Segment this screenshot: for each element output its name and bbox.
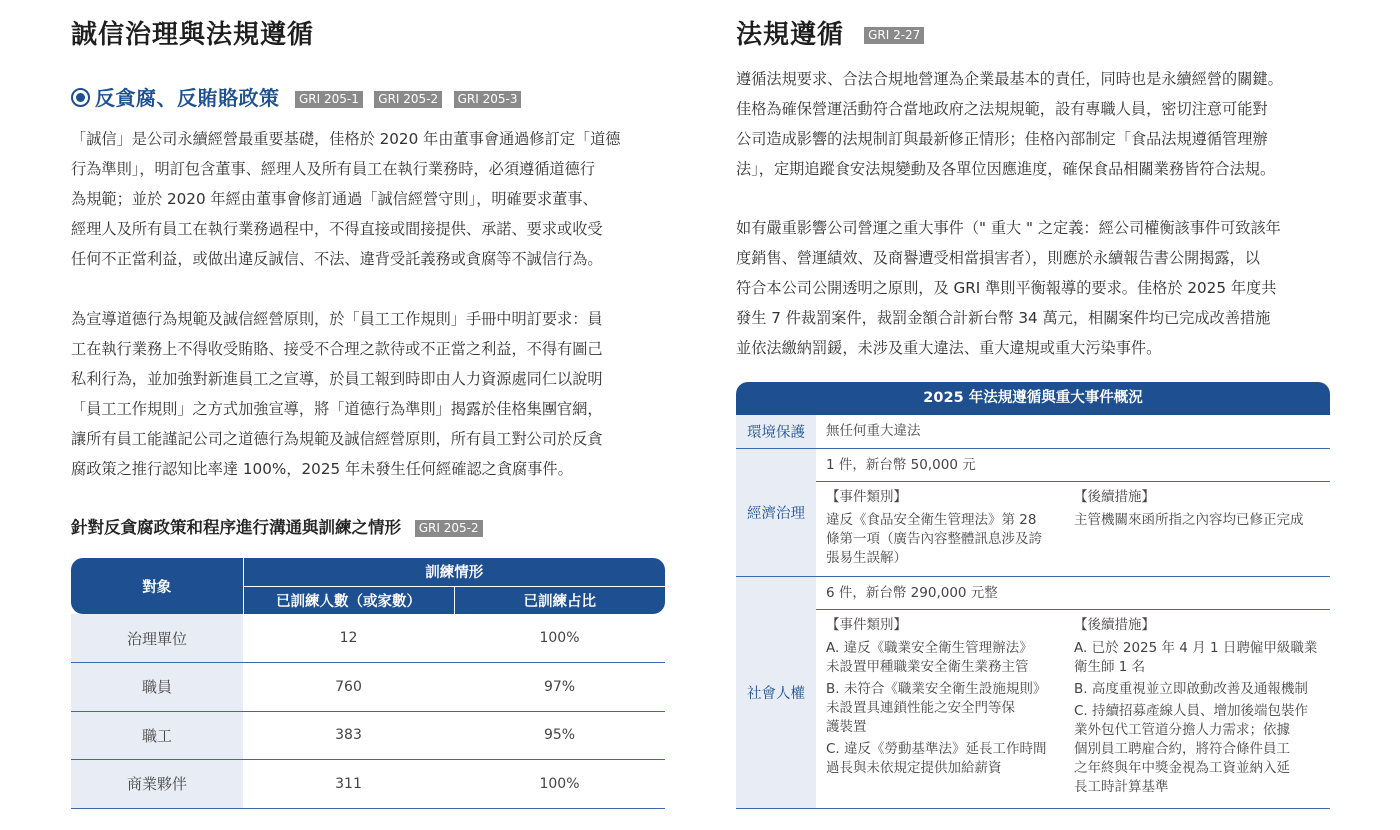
social-summary: 6 件，新台幣 290,000 元整 — [816, 577, 1330, 610]
text-line: 未設置甲種職業安全衛生業務主管 — [826, 659, 1029, 675]
gri-badge: GRI 2-27 — [864, 27, 924, 44]
table-row — [71, 663, 665, 712]
col-header-ratio: 已訓練占比 — [454, 586, 665, 614]
econ-row — [736, 449, 1330, 577]
row-object: 商業夥伴 — [71, 760, 243, 809]
text-line: 如有嚴重影響公司營運之重大事件（" 重大 " 之定義：經公司權衡該事件可致該年 — [736, 219, 1281, 237]
econ-type-label: 【事件類別】 — [826, 489, 907, 505]
text-line: 任何不正當利益，或做出違反誠信、不法、違背受託義務或貪腐等不誠信行為。 — [71, 250, 603, 268]
text-line: 長工時計算基準 — [1074, 779, 1169, 795]
text-line: 個別員工聘雇合約，將符合條件員工 — [1074, 741, 1290, 757]
econ-body — [816, 449, 1330, 576]
text-line: 行為準則」，明訂包含董事、經理人及所有員工在執行業務時，必須遵循道德行 — [71, 160, 595, 178]
text-line: 為宣導道德行為規範及誠信經營原則，於「員工工作規則」手冊中明訂要求：員 — [71, 310, 603, 328]
text-line: 並依法繳納罰鍰，未涉及重大違法、重大違規或重大污染事件。 — [736, 339, 1162, 357]
text-line: 遵循法規要求、合法合規地營運為企業最基本的責任，同時也是永續經營的關鍵。 — [736, 70, 1283, 88]
row-count: 311 — [243, 760, 454, 809]
text-line: 腐政策之推行認知比率達 100%，2025 年未發生任何經確認之貪腐事件。 — [71, 460, 573, 478]
col-header-training-group: 訓練情形 — [243, 558, 665, 586]
table-row — [71, 711, 665, 760]
social-type-label: 【事件類別】 — [826, 617, 907, 633]
text-line: 未設置具連鎖性能之安全門等保 — [826, 700, 1015, 716]
row-count: 383 — [243, 711, 454, 760]
row-ratio: 100% — [454, 614, 665, 663]
row-ratio: 100% — [454, 760, 665, 809]
circle-bullet-icon — [71, 88, 90, 107]
row-object: 職員 — [71, 663, 243, 712]
gri-badge: GRI 205-2 — [415, 520, 483, 537]
text-line: C. 違反《勞動基準法》延長工作時間 — [826, 741, 1047, 757]
row-ratio: 97% — [454, 663, 665, 712]
text-line: 業外包代工管道分擔人力需求；依據 — [1074, 722, 1290, 738]
table-row — [71, 614, 665, 663]
text-line: A. 違反《職業安全衛生管理辦法》 — [826, 640, 1033, 656]
text-line: 為規範；並於 2020 年經由董事會修訂通過「誠信經營守則」，明確要求董事、 — [71, 190, 598, 208]
text-line: B. 高度重視並立即啟動改善及通報機制 — [1074, 681, 1308, 697]
text-line: 佳格為確保營運活動符合當地政府之法規規範，設有專職人員，密切注意可能對 — [736, 100, 1268, 118]
row-count: 760 — [243, 663, 454, 712]
table-row — [71, 760, 665, 809]
training-table — [71, 558, 665, 809]
col-header-count: 已訓練人數（或家數） — [243, 586, 454, 614]
text-line: 護裝置 — [826, 719, 867, 735]
gri-badge: GRI 205-3 — [454, 91, 522, 108]
econ-type-line: 張易生誤解） — [826, 550, 907, 566]
text-line: 過長與未依規定提供加給薪資 — [826, 760, 1002, 776]
econ-type-line: 條第一項（廣告內容整體訊息涉及誇 — [826, 531, 1042, 547]
social-detail — [816, 610, 1330, 800]
gri-badge: GRI 205-2 — [374, 91, 442, 108]
social-type-col — [826, 616, 1074, 800]
social-type-item-a — [826, 639, 1074, 677]
social-type-item-b — [826, 680, 1074, 737]
compliance-paragraph — [736, 64, 1330, 184]
text-line: 符合本公司公開透明之原則，及 GRI 準則平衡報導的要求。佳格於 2025 年度共 — [736, 279, 1277, 297]
integrity-paragraph — [71, 124, 665, 274]
social-action-item-c — [1074, 702, 1320, 797]
text-line: 「員工工作規則」之方式加強宣導，將「道德行為準則」揭露於佳格集團官網， — [71, 400, 603, 418]
text-line: 之年終與年中獎金視為工資並納入延 — [1074, 760, 1290, 776]
text-line: 法」，定期追蹤食安法規變動及各單位因應進度，確保食品相關業務皆符合法規。 — [736, 160, 1276, 178]
compliance-summary-table — [736, 382, 1330, 809]
text-line: B. 未符合《職業安全衛生設施規則》 — [826, 681, 1047, 697]
social-type-item-c — [826, 740, 1074, 778]
social-row — [736, 577, 1330, 809]
text-line: 發生 7 件裁罰案件，裁罰金額合計新台幣 34 萬元，相關案件均已完成改善措施 — [736, 309, 1271, 327]
text-line: 度銷售、營運績效、及商譽遭受相當損害者），則應於永續報告書公開揭露，以 — [736, 249, 1260, 267]
econ-type-col — [826, 488, 1074, 568]
text-line: 公司造成影響的法規制訂與最新修正情形；佳格內部制定「食品法規遵循管理辦 — [736, 130, 1268, 148]
promotion-paragraph — [71, 304, 665, 484]
page-heading-right-text: 法規遵循 — [736, 20, 845, 50]
text-line: 衛生師 1 名 — [1074, 659, 1146, 675]
section-title-text: 反貪腐、反賄賂政策 — [95, 86, 280, 110]
env-category: 環境保護 — [736, 415, 816, 448]
row-ratio: 95% — [454, 711, 665, 760]
env-text: 無任何重大違法 — [826, 423, 921, 439]
compliance-table-title: 2025 年法規遵循與重大事件概況 — [736, 382, 1330, 415]
training-table-title — [71, 514, 483, 538]
major-events-paragraph — [736, 213, 1330, 363]
env-row — [736, 415, 1330, 449]
text-line: C. 持續招募產線人員、增加後端包裝作 — [1074, 703, 1309, 719]
page-heading-right — [736, 14, 924, 51]
text-line: 「誠信」是公司永續經營最重要基礎，佳格於 2020 年由董事會通過修訂定「道德 — [71, 130, 621, 148]
anti-corruption-section-title — [71, 82, 521, 111]
social-action-item-b — [1074, 680, 1320, 699]
econ-type-line: 違反《食品安全衛生管理法》第 28 — [826, 512, 1037, 528]
econ-summary: 1 件，新台幣 50,000 元 — [816, 449, 1330, 482]
text-line: 經理人及所有員工在執行業務過程中，不得直接或間接提供、承諾、要求或收受 — [71, 220, 603, 238]
row-count: 12 — [243, 614, 454, 663]
text-line: 讓所有員工能謹記公司之道德行為規範及誠信經營原則，所有員工對公司於反貪 — [71, 430, 603, 448]
training-table-title-text: 針對反貪腐政策和程序進行溝通與訓練之情形 — [71, 518, 401, 537]
social-action-item-a — [1074, 639, 1320, 677]
row-object: 治理單位 — [71, 614, 243, 663]
gri-badge: GRI 205-1 — [295, 91, 363, 108]
row-object: 職工 — [71, 711, 243, 760]
social-body — [816, 577, 1330, 808]
social-category: 社會人權 — [736, 577, 816, 808]
econ-category: 經濟治理 — [736, 449, 816, 576]
econ-action-label: 【後續措施】 — [1074, 489, 1155, 505]
text-line: 私利行為，並加強對新進員工之宣導，於員工報到時即由人力資源處同仁以說明 — [71, 370, 603, 388]
text-line: 工在執行業務上不得收受賄賂、接受不合理之款待或不正當之利益，不得有圖己 — [71, 340, 603, 358]
page-heading-left: 誠信治理與法規遵循 — [71, 20, 315, 50]
text-line: A. 已於 2025 年 4 月 1 日聘僱甲級職業 — [1074, 640, 1318, 656]
col-header-object: 對象 — [71, 558, 243, 614]
econ-action-col — [1074, 488, 1320, 568]
social-action-label: 【後續措施】 — [1074, 617, 1155, 633]
econ-action-text: 主管機關來函所指之內容均已修正完成 — [1074, 512, 1304, 528]
social-action-col — [1074, 616, 1320, 800]
econ-detail — [816, 482, 1330, 568]
